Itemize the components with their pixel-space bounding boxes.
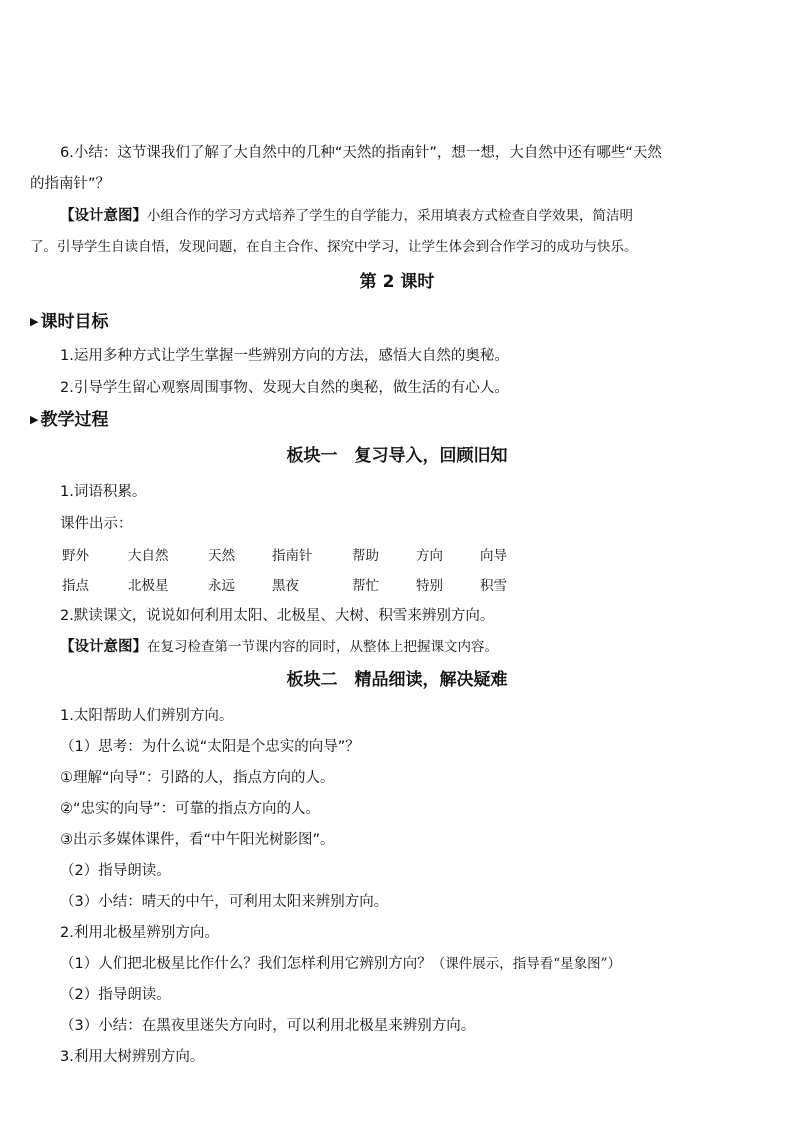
block2-item-2-1-note: （课件展示，指导看“星象图”） xyxy=(431,956,622,972)
design-intent-label: 【设计意图】 xyxy=(60,639,147,655)
block1-item-1: 1.词语积累。 xyxy=(60,484,147,500)
triangle-marker-icon: ▶ xyxy=(30,413,39,426)
design-intent-1-line-2: 了。引导学生自读自悟，发现问题，在自主合作、探究中学习，让学生体会到合作学习的成功与快乐。 xyxy=(30,239,638,255)
objective-item-1: 1.运用多种方式让学生掌握一些辨别方向的方法，感悟大自然的奥秘。 xyxy=(60,348,509,364)
block1-item-2: 2.默读课文，说说如何利用太阳、北极星、大树、积雪来辨别方向。 xyxy=(60,608,495,624)
triangle-marker-icon: ▶ xyxy=(30,315,39,328)
objectives-heading-text: 课时目标 xyxy=(40,312,109,332)
block2-item-1-3: （3）小结：晴天的中午，可利用太阳来辨别方向。 xyxy=(60,894,389,910)
word-item: 帮忙 xyxy=(352,578,379,594)
block2-item-2-1 xyxy=(60,954,621,974)
block2-item-3: 3.利用大树辨别方向。 xyxy=(60,1049,205,1065)
design-intent-text: 在复习检查第一节课内容的同时，从整体上把握课文内容。 xyxy=(147,639,498,655)
block2-item-1-1: （1）思考：为什么说“太阳是个忠实的向导”？ xyxy=(60,739,360,755)
design-intent-1-line-1 xyxy=(60,206,633,226)
block2-item-1-2: （2）指导朗读。 xyxy=(60,863,171,879)
objectives-heading xyxy=(30,312,108,332)
block2-circled-1: ①理解“向导”：引路的人，指点方向的人。 xyxy=(60,770,335,786)
word-item: 向导 xyxy=(480,548,507,564)
block1-title: 板块一 复习导入，回顾旧知 xyxy=(286,446,508,466)
design-intent-2 xyxy=(60,637,498,657)
word-item: 天然 xyxy=(208,548,235,564)
summary-line-2: 的指南针”？ xyxy=(30,176,111,192)
lesson-title: 第 2 课时 xyxy=(359,272,435,292)
word-item: 指点 xyxy=(62,578,89,594)
objective-item-2: 2.引导学生留心观察周围事物、发现大自然的奥秘，做生活的有心人。 xyxy=(60,380,509,396)
word-item: 帮助 xyxy=(352,548,379,564)
word-item: 大自然 xyxy=(128,548,169,564)
word-item: 特别 xyxy=(416,578,443,594)
block2-item-2-2: （2）指导朗读。 xyxy=(60,987,171,1003)
design-intent-text: 小组合作的学习方式培养了学生的自学能力，采用填表方式检查自学效果，简洁明 xyxy=(147,208,633,224)
design-intent-label: 【设计意图】 xyxy=(60,208,147,224)
word-item: 指南针 xyxy=(272,548,313,564)
word-item: 方向 xyxy=(416,548,443,564)
block2-circled-3: ③出示多媒体课件，看“中午阳光树影图”。 xyxy=(60,832,335,848)
word-item: 北极星 xyxy=(128,578,169,594)
block2-item-2-3: （3）小结：在黑夜里迷失方向时，可以利用北极星来辨别方向。 xyxy=(60,1018,476,1034)
block1-courseware-label: 课件出示： xyxy=(60,516,133,532)
block2-item-1: 1.太阳帮助人们辨别方向。 xyxy=(60,708,234,724)
block2-item-2: 2.利用北极星辨别方向。 xyxy=(60,925,219,941)
word-item: 野外 xyxy=(62,548,89,564)
word-item: 黑夜 xyxy=(272,578,299,594)
word-item: 积雪 xyxy=(480,578,507,594)
summary-line-1: 6.小结：这节课我们了解了大自然中的几种“天然的指南针”，想一想，大自然中还有哪些“天然 xyxy=(60,145,662,161)
block2-title: 板块二 精品细读，解决疑难 xyxy=(286,670,508,690)
block2-circled-2: ②“忠实的向导”：可靠的指点方向的人。 xyxy=(60,801,321,817)
block2-item-2-1-question: （1）人们把北极星比作什么？我们怎样利用它辨别方向？ xyxy=(60,956,432,972)
process-heading-text: 教学过程 xyxy=(40,410,109,430)
word-item: 永远 xyxy=(208,578,235,594)
process-heading xyxy=(30,410,108,430)
